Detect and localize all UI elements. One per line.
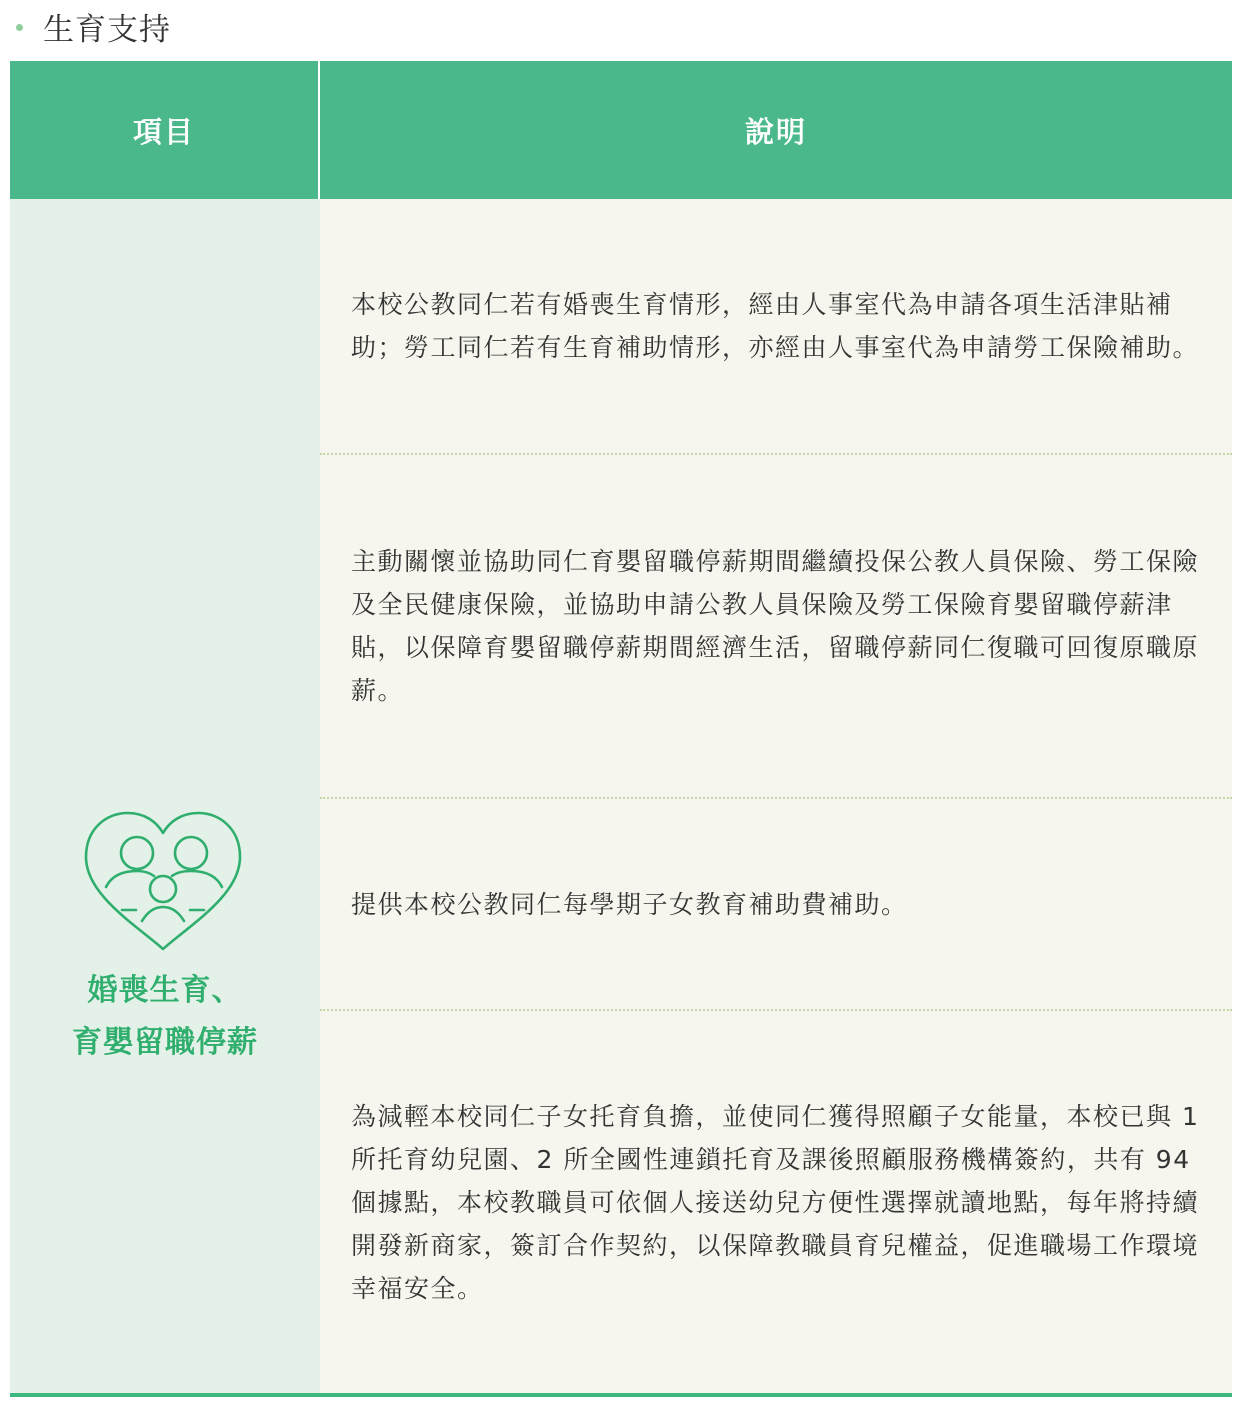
table-row xyxy=(320,199,1232,453)
item-label-line2: 育嬰留職停薪 xyxy=(72,1025,258,1060)
benefits-table xyxy=(10,61,1232,1397)
bullet-dot-icon xyxy=(16,24,23,31)
table-row xyxy=(320,1011,1232,1393)
family-heart-icon xyxy=(78,807,248,957)
section-title-text: 生育支持 xyxy=(43,11,171,48)
section-title xyxy=(16,4,171,48)
table-row xyxy=(320,455,1232,797)
header-item: 項目 xyxy=(132,114,195,149)
table-header xyxy=(10,61,1232,199)
item-label-line1: 婚喪生育、 xyxy=(87,973,243,1008)
table-bottom-border xyxy=(10,1393,1232,1397)
header-description: 說明 xyxy=(744,114,807,149)
row-text: 提供本校公教同仁每學期子女教育補助費補助。 xyxy=(351,889,908,919)
row-text: 主動關懷並協助同仁育嬰留職停薪期間繼續投保公教人員保險、勞工保險及全民健康保險，並協助申請公教人員保險及勞工保險育嬰留職停薪津貼，以保障育嬰留職停薪期間經濟生活，留職停薪同仁復職可回復原職原薪。 xyxy=(351,547,1200,705)
row-text: 為減輕本校同仁子女托育負擔，並使同仁獲得照顧子女能量，本校已與 1 所托育幼兒園、2 所全國性連鎖托育及課後照顧服務機構簽約，共有 94 個據點，本校教職員可依個人接送幼兒方便性選擇就讀地點，每年將持續開發新商家，簽訂合作契約，以保障教職員育兒權益，促進職場工作環境幸福安全。 xyxy=(351,1101,1200,1303)
table-row xyxy=(320,799,1232,1009)
description-cell xyxy=(320,199,1232,1393)
item-label xyxy=(10,965,320,1069)
row-text: 本校公教同仁若有婚喪生育情形，經由人事室代為申請各項生活津貼補助；勞工同仁若有生育補助情形，亦經由人事室代為申請勞工保險補助。 xyxy=(351,290,1200,362)
item-cell xyxy=(10,199,320,1393)
